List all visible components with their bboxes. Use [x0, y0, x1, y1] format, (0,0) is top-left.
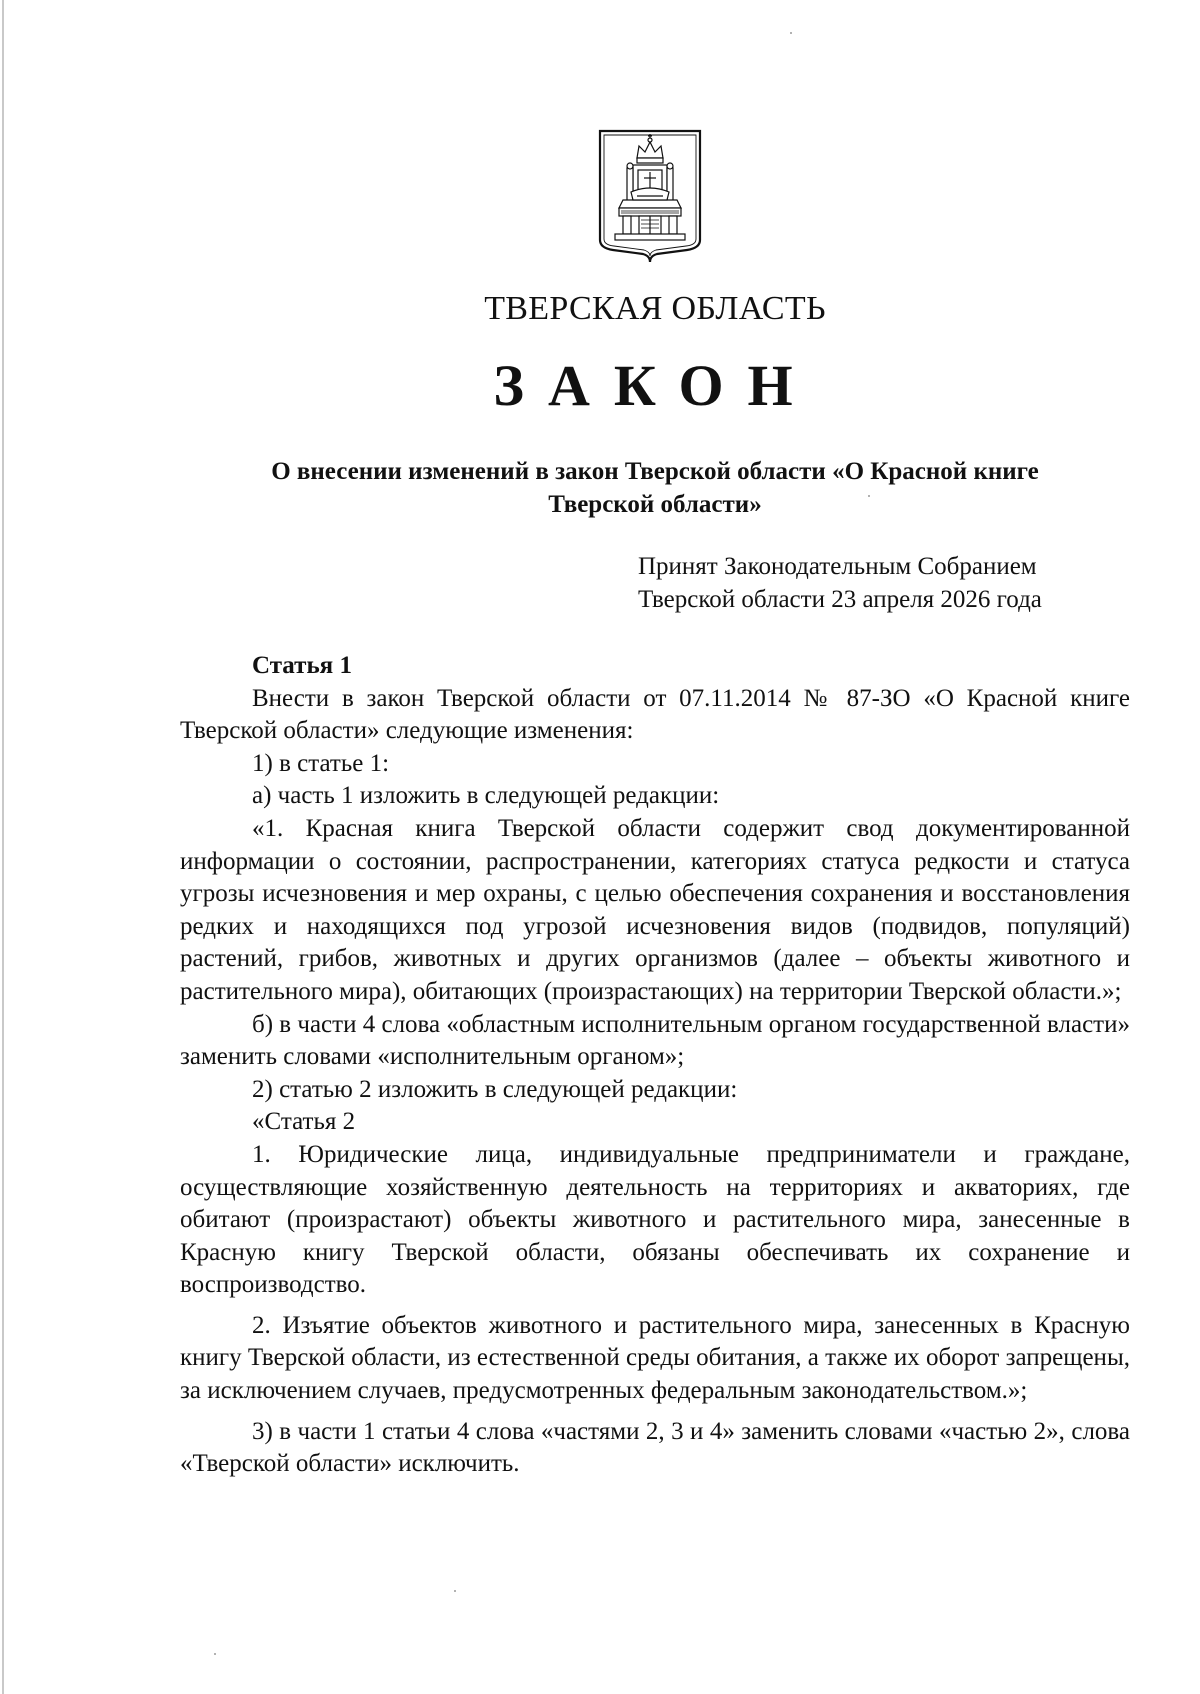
- paragraph: 3) в части 1 статьи 4 слова «частями 2, 3 и 4» заменить словами «частью 2», слова «Тверской области» исключить.: [180, 1417, 1130, 1478]
- paragraph: Внести в закон Тверской области от 07.11.2014 № 87-ЗО «О Красной книге Тверской области» следующие изменения:: [180, 684, 1130, 745]
- paragraph: 2) статью 2 изложить в следующей редакции:: [252, 1075, 738, 1103]
- article-heading: Статья 1: [252, 652, 352, 679]
- scan-speck: [790, 32, 792, 34]
- law-body: [180, 650, 1130, 1481]
- law-subject: [180, 455, 1130, 521]
- document-title: ЗАКОН: [493, 353, 817, 418]
- paragraph: б) в части 4 слова «областным исполнительным органом государственной власти» заменить словами «исполнительным органом»;: [180, 1010, 1130, 1071]
- paragraph: 1) в статье 1:: [252, 749, 390, 777]
- scan-speck: [454, 1590, 456, 1592]
- tver-coat-of-arms-icon: [597, 128, 703, 264]
- adoption-note: [638, 550, 1138, 616]
- paragraph: «1. Красная книга Тверской области содержит свод документированной информации о состоянии, распространении, категориях статуса редкости и статуса угрозы исчезновения и мер охраны, с целью обеспечения сохранения и восстановления редких и находящихся под угрозой исчезновения видов (подвидов, популяций) растений, грибов, животных и других организмов (далее – объекты животного и растительного мира), обитающих (произрастающих) на территории Тверской области.»;: [180, 814, 1130, 1005]
- scan-speck: [214, 1653, 216, 1655]
- law-subject-line: О внесении изменений в закон Тверской области «О Красной книге: [271, 458, 1039, 485]
- scan-speck: [868, 495, 870, 497]
- scan-edge: [2, 0, 4, 1694]
- law-subject-line: Тверской области»: [548, 491, 762, 518]
- paragraph: 2. Изъятие объектов животного и растительного мира, занесенных в Красную книгу Тверской области, из естественной среды обитания, а также их оборот запрещены, за исключением случаев, предусмотренных федеральным законодательством.»;: [180, 1311, 1130, 1405]
- paragraph: а) часть 1 изложить в следующей редакции:: [252, 782, 720, 810]
- region-title: ТВЕРСКАЯ ОБЛАСТЬ: [484, 290, 826, 327]
- paragraph: «Статья 2: [252, 1108, 356, 1136]
- adoption-note-line: Принят Законодательным Собранием: [638, 553, 1037, 580]
- paragraph: 1. Юридические лица, индивидуальные предприниматели и граждане, осуществляющие хозяйственную деятельность на территориях и акваториях, где обитают (произрастают) объекты животного и растительного мира, занесенные в Красную книгу Тверской области, обязаны обеспечивать их сохранение и воспроизводство.: [180, 1140, 1130, 1299]
- adoption-note-line: Тверской области 23 апреля 2026 года: [638, 586, 1042, 613]
